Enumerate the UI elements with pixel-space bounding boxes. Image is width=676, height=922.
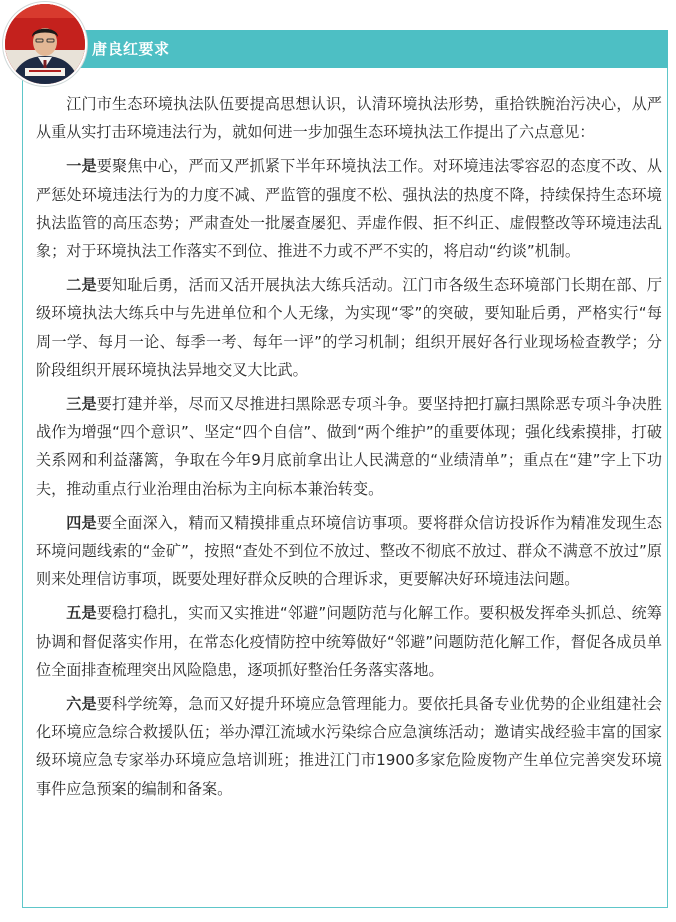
speaker-photo-icon — [5, 4, 85, 84]
point-paragraph-4 — [36, 509, 662, 594]
speaker-title: 唐良红要求 — [92, 40, 170, 58]
point-lead: 三是 — [66, 395, 97, 414]
intro-paragraph: 江门市生态环境执法队伍要提高思想认识，认清环境执法形势，重拾铁腕治污决心，从严从重从实打击环境违法行为，就如何进一步加强生态环境执法工作提出了六点意见： — [36, 95, 662, 142]
point-text: 要全面深入，精而又精摸排重点环境信访事项。要将群众信访投诉作为精准发现生态环境问题线索的“金矿”，按照“查处不到位不放过、整改不彻底不放过、群众不满意不放过”原则来处理信访事项，既要处理好群众反映的合理诉求，更要解决好环境违法问题。 — [36, 513, 662, 589]
point-lead: 二是 — [66, 276, 97, 295]
point-lead: 六是 — [66, 695, 97, 714]
point-paragraph-6 — [36, 690, 662, 803]
point-text: 要聚焦中心，严而又严抓紧下半年环境执法工作。对环境违法零容忍的态度不改、从严惩处环境违法行为的力度不减、严监管的强度不松、强执法的热度不降，持续保持生态环境执法监管的高压态势；严肃查处一批屡查屡犯、弄虚作假、拒不纠正、虚假整改等环境违法乱象；对于环境执法工作落实不到位、推进不力或不严不实的，将启动“约谈”机制。 — [36, 157, 662, 261]
point-lead: 一是 — [66, 157, 97, 176]
point-paragraph-3 — [36, 390, 662, 503]
article-body — [36, 90, 662, 803]
point-paragraph-1 — [36, 152, 662, 265]
point-paragraph-2 — [36, 271, 662, 384]
point-text: 要稳打稳扎，实而又实推进“邻避”问题防范与化解工作。要积极发挥牵头抓总、统筹协调和督促落实作用，在常态化疫情防控中统筹做好“邻避”问题防范化解工作，督促各成员单位全面排查梳理突出风险隐患，逐项抓好整治任务落实落地。 — [36, 604, 662, 679]
point-text: 要科学统筹，急而又好提升环境应急管理能力。要依托具备专业优势的企业组建社会化环境应急综合救援队伍；举办潭江流域水污染综合应急演练活动；邀请实战经验丰富的国家级环境应急专家举办环境应急培训班；推进江门市1900多家危险废物产生单位完善突发环境事件应急预案的编制和备案。 — [36, 695, 662, 798]
point-text: 要知耻后勇，活而又活开展执法大练兵活动。江门市各级生态环境部门长期在部、厅级环境执法大练兵中与先进单位和个人无缘，为实现“零”的突破，要知耻后勇，严格实行“每周一学、每月一论、每季一考、每年一评”的学习机制；组织开展好各行业现场检查教学；分阶段组织开展环境执法异地交叉大比武。 — [36, 276, 662, 379]
point-text: 要打建并举，尽而又尽推进扫黑除恶专项斗争。要坚持把打赢扫黑除恶专项斗争决胜战作为增强“四个意识”、坚定“四个自信”、做到“两个维护”的重要体现；强化线索摸排，打破关系网和利益藩篱，争取在今年9月底前拿出让人民满意的“业绩清单”；重点在“建”字上下功夫，推动重点行业治理由治标为主向标本兼治转变。 — [36, 395, 662, 498]
point-lead: 五是 — [66, 604, 97, 623]
point-lead: 四是 — [66, 513, 97, 532]
point-paragraph-5 — [36, 599, 662, 684]
speaker-avatar — [3, 2, 87, 86]
